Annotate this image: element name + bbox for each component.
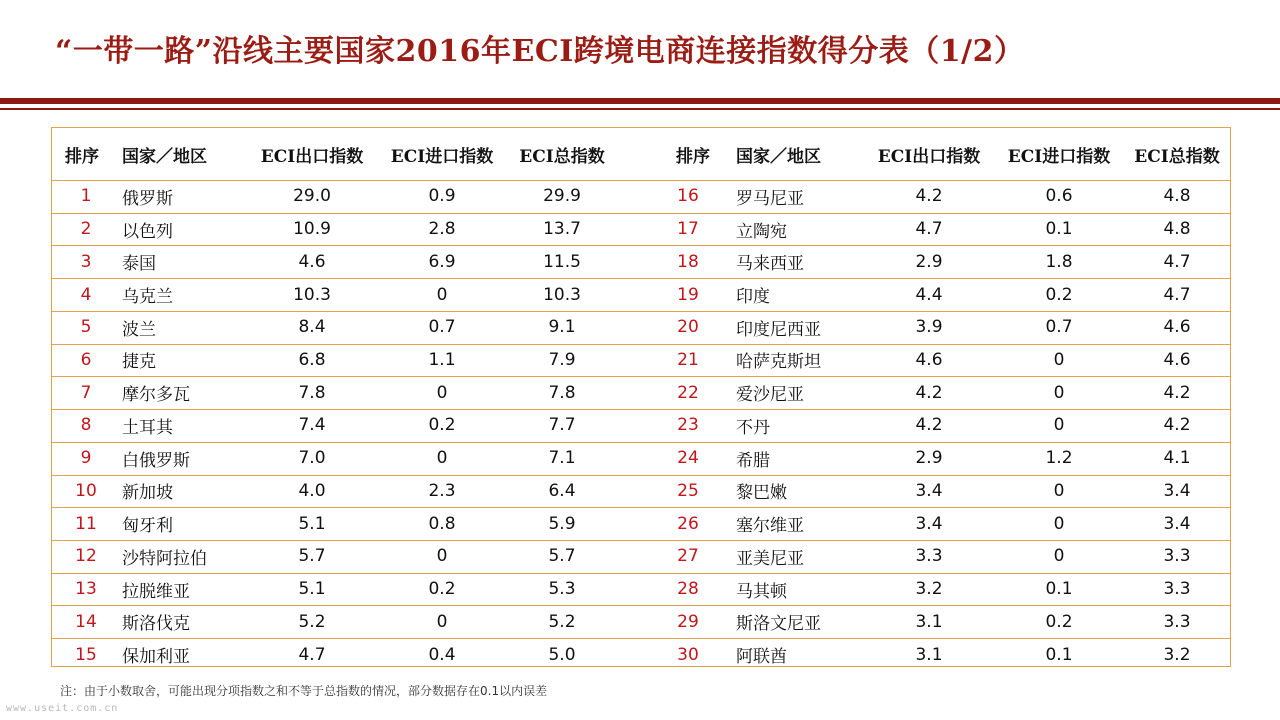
left-country-cell: 乌克兰 [122, 287, 173, 308]
right-export-cell: 3.1 [915, 644, 943, 665]
right-export-cell: 3.4 [915, 513, 943, 534]
right-rank-cell: 18 [677, 251, 699, 272]
right-rank-cell: 22 [677, 382, 699, 403]
table-row [52, 311, 1230, 345]
right-total-cell: 3.3 [1163, 611, 1191, 632]
right-import-cell: 0.1 [1045, 579, 1073, 600]
right-country-cell: 希腊 [736, 450, 770, 471]
left-rank-cell: 3 [80, 251, 92, 272]
header-import-right: ECI进口指数 [1007, 146, 1111, 167]
left-rank-cell: 6 [80, 349, 92, 370]
left-export-cell: 5.1 [298, 579, 326, 600]
left-import-cell: 0.4 [428, 644, 456, 665]
left-country-cell: 新加坡 [122, 483, 173, 504]
right-rank-cell: 20 [677, 317, 699, 338]
left-export-cell: 7.0 [298, 448, 326, 469]
right-import-cell: 0 [1053, 382, 1065, 403]
left-country-cell: 捷克 [122, 352, 156, 373]
left-import-cell: 0 [436, 284, 448, 305]
left-total-cell: 9.1 [548, 317, 576, 338]
left-total-cell: 29.9 [543, 186, 581, 207]
left-rank-cell: 1 [80, 186, 92, 207]
right-import-cell: 1.2 [1045, 448, 1073, 469]
right-import-cell: 0 [1053, 480, 1065, 501]
left-rank-cell: 7 [80, 382, 92, 403]
left-rank-cell: 8 [80, 415, 92, 436]
right-total-cell: 4.8 [1163, 219, 1191, 240]
left-export-cell: 29.0 [293, 186, 331, 207]
right-country-cell: 哈萨克斯坦 [736, 352, 821, 373]
left-export-cell: 5.1 [298, 513, 326, 534]
left-total-cell: 11.5 [543, 251, 581, 272]
right-import-cell: 0.1 [1045, 644, 1073, 665]
right-rank-cell: 17 [677, 219, 699, 240]
left-total-cell: 7.9 [548, 349, 576, 370]
left-export-cell: 6.8 [298, 349, 326, 370]
left-country-cell: 泰国 [122, 254, 156, 275]
right-import-cell: 0.2 [1045, 284, 1073, 305]
right-rank-cell: 16 [677, 186, 699, 207]
right-total-cell: 4.6 [1163, 349, 1191, 370]
header-total-left: ECI总指数 [519, 146, 605, 167]
right-country-cell: 印度尼西亚 [736, 319, 821, 340]
right-export-cell: 4.4 [915, 284, 943, 305]
right-export-cell: 4.2 [915, 415, 943, 436]
left-total-cell: 7.7 [548, 415, 576, 436]
table-row [52, 376, 1230, 410]
left-rank-cell: 2 [80, 219, 92, 240]
right-total-cell: 3.4 [1163, 513, 1191, 534]
header-export-right: ECI出口指数 [877, 146, 981, 167]
left-total-cell: 13.7 [543, 219, 581, 240]
table-row [52, 540, 1230, 574]
right-rank-cell: 29 [677, 611, 699, 632]
left-import-cell: 0.8 [428, 513, 456, 534]
right-rank-cell: 30 [677, 644, 699, 665]
right-import-cell: 0 [1053, 546, 1065, 567]
left-country-cell: 摩尔多瓦 [122, 385, 190, 406]
left-import-cell: 0 [436, 382, 448, 403]
page-title: “一带一路”沿线主要国家2016年ECI跨境电商连接指数得分表（1/2） [55, 34, 1025, 69]
left-country-cell: 保加利亚 [122, 647, 190, 668]
table-row [52, 344, 1230, 378]
left-rank-cell: 14 [75, 611, 97, 632]
table-header [52, 128, 1230, 181]
header-country-right: 国家／地区 [736, 146, 821, 167]
right-rank-cell: 27 [677, 546, 699, 567]
left-country-cell: 俄罗斯 [122, 188, 173, 209]
right-export-cell: 3.9 [915, 317, 943, 338]
right-country-cell: 塞尔维亚 [736, 516, 804, 537]
left-export-cell: 4.6 [298, 251, 326, 272]
right-total-cell: 4.2 [1163, 382, 1191, 403]
table-row [52, 507, 1230, 541]
left-export-cell: 4.0 [298, 480, 326, 501]
header-import-left: ECI进口指数 [390, 146, 494, 167]
left-rank-cell: 15 [75, 644, 97, 665]
left-total-cell: 7.8 [548, 382, 576, 403]
left-rank-cell: 11 [75, 513, 97, 534]
left-import-cell: 0 [436, 448, 448, 469]
right-export-cell: 2.9 [915, 251, 943, 272]
table-row [52, 213, 1230, 247]
left-country-cell: 斯洛伐克 [122, 614, 190, 635]
left-country-cell: 白俄罗斯 [122, 450, 190, 471]
table-row [52, 605, 1230, 639]
left-import-cell: 2.8 [428, 219, 456, 240]
right-country-cell: 罗马尼亚 [736, 188, 804, 209]
right-rank-cell: 26 [677, 513, 699, 534]
left-export-cell: 10.3 [293, 284, 331, 305]
table-row [52, 442, 1230, 476]
right-import-cell: 0 [1053, 513, 1065, 534]
left-total-cell: 6.4 [548, 480, 576, 501]
right-country-cell: 马来西亚 [736, 254, 804, 275]
left-import-cell: 1.1 [428, 349, 456, 370]
right-country-cell: 马其顿 [736, 581, 787, 602]
left-export-cell: 5.2 [298, 611, 326, 632]
title-divider-thick [0, 98, 1280, 104]
right-import-cell: 0.1 [1045, 219, 1073, 240]
right-import-cell: 0 [1053, 349, 1065, 370]
right-country-cell: 斯洛文尼亚 [736, 614, 821, 635]
title-divider-thin [0, 108, 1280, 110]
header-rank-left: 排序 [65, 146, 99, 167]
left-import-cell: 0.2 [428, 415, 456, 436]
right-export-cell: 3.2 [915, 579, 943, 600]
right-export-cell: 2.9 [915, 448, 943, 469]
left-export-cell: 4.7 [298, 644, 326, 665]
right-country-cell: 爱沙尼亚 [736, 385, 804, 406]
header-total-right: ECI总指数 [1134, 146, 1220, 167]
left-total-cell: 7.1 [548, 448, 576, 469]
left-import-cell: 0.9 [428, 186, 456, 207]
table-row [52, 278, 1230, 312]
right-country-cell: 亚美尼亚 [736, 548, 804, 569]
right-rank-cell: 23 [677, 415, 699, 436]
right-export-cell: 3.4 [915, 480, 943, 501]
left-import-cell: 0.2 [428, 579, 456, 600]
right-total-cell: 3.4 [1163, 480, 1191, 501]
table-row [52, 573, 1230, 607]
left-rank-cell: 4 [80, 284, 92, 305]
left-rank-cell: 9 [80, 448, 92, 469]
left-export-cell: 8.4 [298, 317, 326, 338]
right-export-cell: 4.2 [915, 186, 943, 207]
right-total-cell: 4.7 [1163, 251, 1191, 272]
left-rank-cell: 12 [75, 546, 97, 567]
right-country-cell: 不丹 [736, 417, 770, 438]
right-total-cell: 4.7 [1163, 284, 1191, 305]
right-total-cell: 3.3 [1163, 579, 1191, 600]
left-export-cell: 7.8 [298, 382, 326, 403]
right-export-cell: 4.2 [915, 382, 943, 403]
left-export-cell: 7.4 [298, 415, 326, 436]
left-total-cell: 5.7 [548, 546, 576, 567]
right-total-cell: 3.3 [1163, 546, 1191, 567]
right-country-cell: 阿联酋 [736, 647, 787, 668]
left-total-cell: 5.3 [548, 579, 576, 600]
left-total-cell: 5.2 [548, 611, 576, 632]
right-import-cell: 1.8 [1045, 251, 1073, 272]
table-row [52, 245, 1230, 279]
right-rank-cell: 21 [677, 349, 699, 370]
right-import-cell: 0.7 [1045, 317, 1073, 338]
left-total-cell: 5.0 [548, 644, 576, 665]
right-total-cell: 4.8 [1163, 186, 1191, 207]
right-country-cell: 黎巴嫩 [736, 483, 787, 504]
header-rank-right: 排序 [676, 146, 710, 167]
right-country-cell: 印度 [736, 287, 770, 308]
table-row [52, 180, 1230, 214]
left-country-cell: 拉脱维亚 [122, 581, 190, 602]
left-import-cell: 6.9 [428, 251, 456, 272]
right-import-cell: 0 [1053, 415, 1065, 436]
right-export-cell: 4.6 [915, 349, 943, 370]
right-country-cell: 立陶宛 [736, 221, 787, 242]
header-export-left: ECI出口指数 [260, 146, 364, 167]
left-export-cell: 10.9 [293, 219, 331, 240]
left-import-cell: 0 [436, 611, 448, 632]
left-country-cell: 以色列 [122, 221, 173, 242]
left-country-cell: 匈牙利 [122, 516, 173, 537]
right-total-cell: 4.2 [1163, 415, 1191, 436]
right-rank-cell: 24 [677, 448, 699, 469]
right-export-cell: 3.1 [915, 611, 943, 632]
eci-score-table [51, 127, 1231, 667]
footnote: 注：由于小数取舍，可能出现分项指数之和不等于总指数的情况，部分数据存在0.1以内误差 [60, 684, 548, 698]
right-total-cell: 4.1 [1163, 448, 1191, 469]
watermark: www.useit.com.cn [6, 703, 119, 714]
left-rank-cell: 10 [75, 480, 97, 501]
right-rank-cell: 19 [677, 284, 699, 305]
right-import-cell: 0.6 [1045, 186, 1073, 207]
left-import-cell: 0 [436, 546, 448, 567]
right-rank-cell: 28 [677, 579, 699, 600]
table-row [52, 638, 1230, 671]
left-rank-cell: 13 [75, 579, 97, 600]
left-rank-cell: 5 [80, 317, 92, 338]
right-total-cell: 4.6 [1163, 317, 1191, 338]
right-import-cell: 0.2 [1045, 611, 1073, 632]
left-total-cell: 10.3 [543, 284, 581, 305]
left-total-cell: 5.9 [548, 513, 576, 534]
left-import-cell: 2.3 [428, 480, 456, 501]
right-rank-cell: 25 [677, 480, 699, 501]
left-import-cell: 0.7 [428, 317, 456, 338]
table-row [52, 409, 1230, 443]
right-export-cell: 3.3 [915, 546, 943, 567]
left-country-cell: 土耳其 [122, 417, 173, 438]
right-export-cell: 4.7 [915, 219, 943, 240]
left-export-cell: 5.7 [298, 546, 326, 567]
header-country-left: 国家／地区 [122, 146, 207, 167]
table-row [52, 475, 1230, 509]
left-country-cell: 波兰 [122, 319, 156, 340]
right-total-cell: 3.2 [1163, 644, 1191, 665]
left-country-cell: 沙特阿拉伯 [122, 548, 207, 569]
